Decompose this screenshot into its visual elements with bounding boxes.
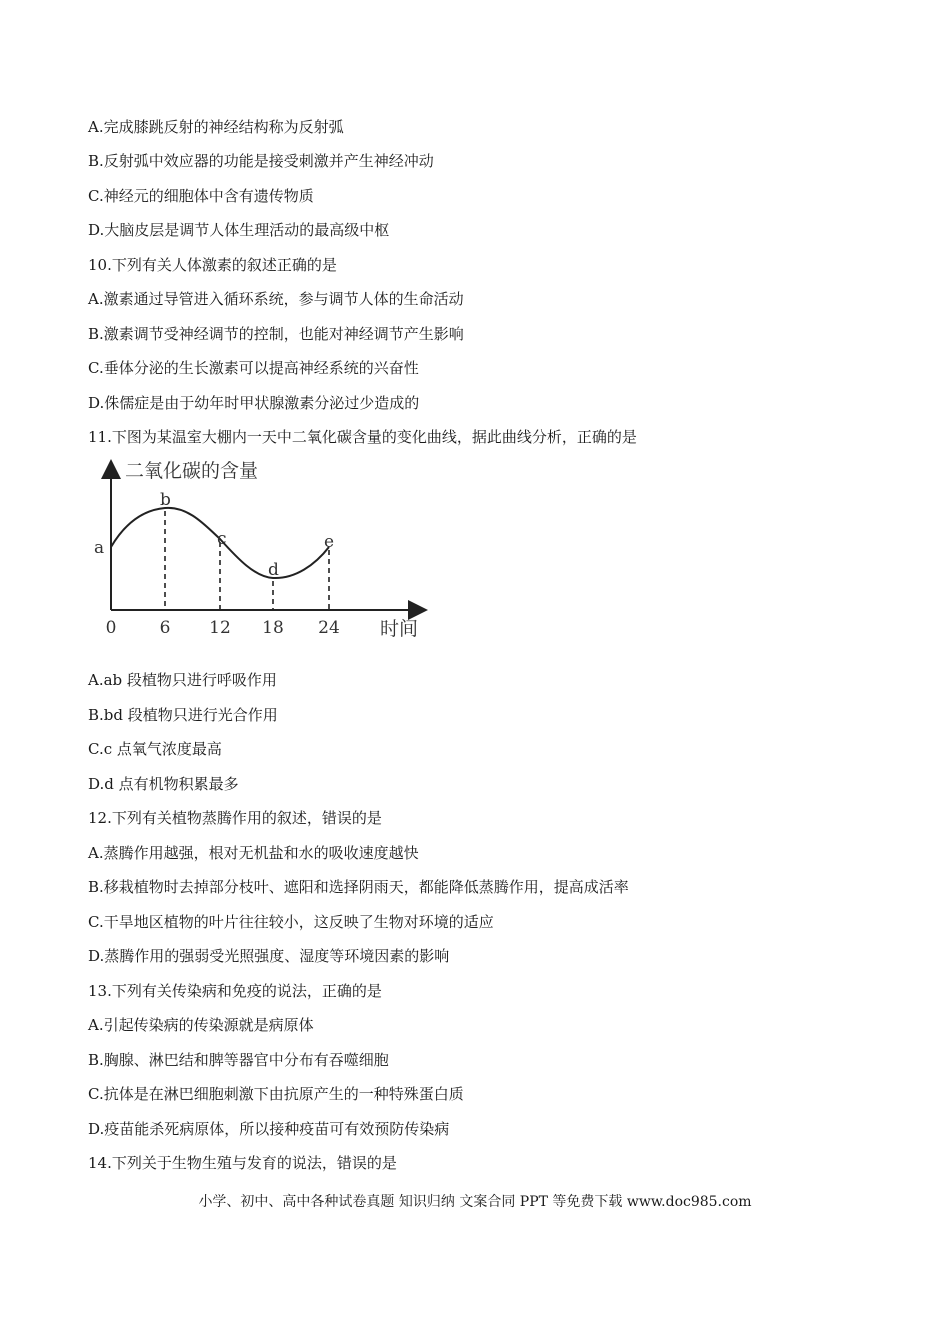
tick-label: 24 xyxy=(318,618,340,638)
text-line: A.激素通过导管进入循环系统，参与调节人体的生命活动 xyxy=(88,290,464,308)
point-label-a: a xyxy=(94,538,105,558)
point-label-b: b xyxy=(160,490,171,510)
text-line: 13.下列有关传染病和免疫的说法，正确的是 xyxy=(88,982,382,1000)
text-line: B.bd 段植物只进行光合作用 xyxy=(88,706,278,724)
text-line: B.激素调节受神经调节的控制，也能对神经调节产生影响 xyxy=(88,325,464,343)
text-line: D.d 点有机物积累最多 xyxy=(88,775,239,793)
text-line: A.ab 段植物只进行呼吸作用 xyxy=(88,671,277,689)
text-line: D.侏儒症是由于幼年时甲状腺激素分泌过少造成的 xyxy=(88,394,420,412)
text-line: 12.下列有关植物蒸腾作用的叙述，错误的是 xyxy=(88,809,382,827)
co2-chart xyxy=(90,455,440,645)
tick-label: 18 xyxy=(262,618,284,638)
x-axis-label: 时间 xyxy=(380,618,419,640)
text-line: B.胸腺、淋巴结和脾等器官中分布有吞噬细胞 xyxy=(88,1051,389,1069)
text-line: B.移栽植物时去掉部分枝叶、遮阳和选择阴雨天，都能降低蒸腾作用，提高成活率 xyxy=(88,878,629,896)
text-line: A.引起传染病的传染源就是病原体 xyxy=(88,1016,314,1034)
text-line: 10.下列有关人体激素的叙述正确的是 xyxy=(88,256,337,274)
page-footer: 小学、初中、高中各种试卷真题 知识归纳 文案合同 PPT 等免费下载 www.doc985.com xyxy=(198,1194,752,1210)
point-label-d: d xyxy=(268,560,279,580)
text-line: 14.下列关于生物生殖与发育的说法，错误的是 xyxy=(88,1154,397,1172)
text-line: B.反射弧中效应器的功能是接受刺激并产生神经冲动 xyxy=(88,152,434,170)
text-line: D.大脑皮层是调节人体生理活动的最高级中枢 xyxy=(88,221,390,239)
text-line: C.垂体分泌的生长激素可以提高神经系统的兴奋性 xyxy=(88,359,419,377)
y-axis-label: 二氧化碳的含量 xyxy=(125,460,259,482)
text-line: D.疫苗能杀死病原体，所以接种疫苗可有效预防传染病 xyxy=(88,1120,450,1138)
tick-label: 0 xyxy=(105,618,117,638)
text-line: C.抗体是在淋巴细胞刺激下由抗原产生的一种特殊蛋白质 xyxy=(88,1085,464,1103)
point-label-c: c xyxy=(217,529,227,549)
text-line: 11.下图为某温室大棚内一天中二氧化碳含量的变化曲线，据此曲线分析，正确的是 xyxy=(88,428,637,446)
text-line: A.蒸腾作用越强，根对无机盐和水的吸收速度越快 xyxy=(88,844,419,862)
tick-label: 12 xyxy=(209,618,231,638)
text-line: C.干旱地区植物的叶片往往较小，这反映了生物对环境的适应 xyxy=(88,913,494,931)
text-line: A.完成膝跳反射的神经结构称为反射弧 xyxy=(88,118,344,136)
text-line: D.蒸腾作用的强弱受光照强度、湿度等环境因素的影响 xyxy=(88,947,450,965)
text-line: C.c 点氧气浓度最高 xyxy=(88,740,222,758)
point-label-e: e xyxy=(324,532,335,552)
tick-label: 6 xyxy=(159,618,171,638)
text-line: C.神经元的细胞体中含有遗传物质 xyxy=(88,187,314,205)
